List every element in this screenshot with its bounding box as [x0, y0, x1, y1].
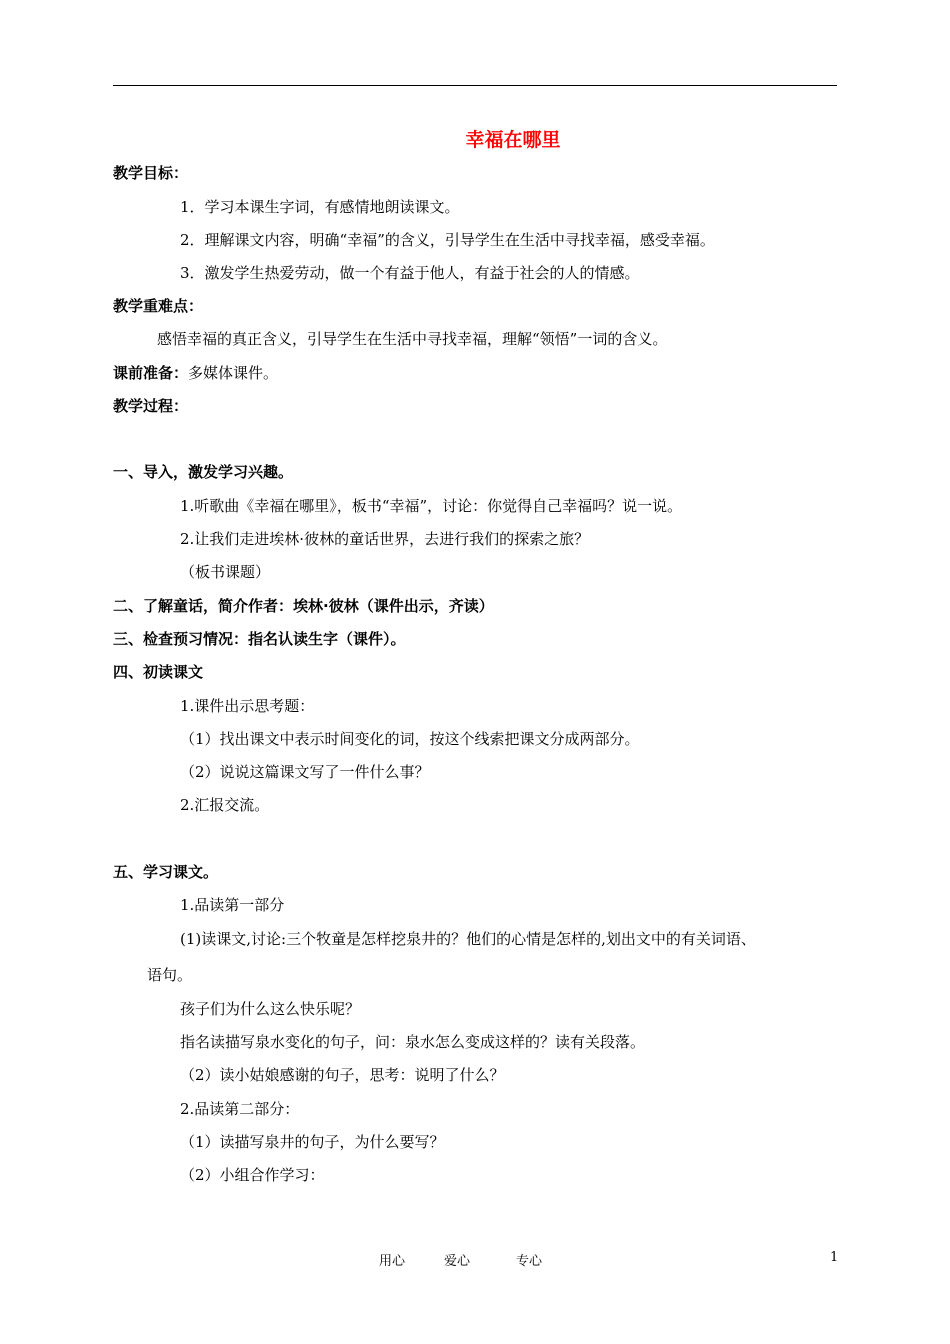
- list-item: (1)读课文,讨论:三个牧童是怎样挖泉井的？他们的心情是怎样的,划出文中的有关词语、: [180, 930, 756, 948]
- section-heading: 三、检查预习情况：指名认读生字（课件）。: [113, 630, 406, 648]
- objective-item: 3．激发学生热爱劳动，做一个有益于他人，有益于社会的人的情感。: [180, 264, 640, 282]
- prep-heading: 课前准备：: [113, 364, 189, 382]
- document-title: 幸福在哪里: [465, 129, 561, 151]
- objective-item: 2．理解课文内容，明确“幸福”的含义，引导学生在生活中寻找幸福，感受幸福。: [180, 231, 715, 249]
- list-item: （1）找出课文中表示时间变化的词，按这个线索把课文分成两部分。: [180, 730, 640, 748]
- footer-motto: 用心: [379, 1254, 406, 1269]
- keypoints-heading: 教学重难点：: [113, 297, 204, 315]
- keypoints-text: 感悟幸福的真正含义，引导学生在生活中寻找幸福，理解“领悟”一词的含义。: [157, 330, 668, 348]
- list-item: （2）小组合作学习：: [180, 1166, 325, 1184]
- list-item: 1.课件出示思考题：: [180, 697, 315, 715]
- page-number: 1: [830, 1250, 839, 1265]
- header-rule: [113, 85, 837, 86]
- list-item: 孩子们为什么这么快乐呢？: [180, 1000, 361, 1018]
- footer-motto: 专心: [516, 1254, 543, 1269]
- section-heading: 四、初读课文: [113, 663, 204, 681]
- section-heading: 二、了解童话，简介作者：埃林·彼林（课件出示，齐读）: [113, 597, 494, 615]
- list-item: （1）读描写泉井的句子，为什么要写？: [180, 1133, 445, 1151]
- list-item: 1.品读第一部分: [180, 896, 285, 914]
- objectives-heading: 教学目标：: [113, 164, 189, 182]
- prep-line: [113, 363, 278, 383]
- list-item: （2）说说这篇课文写了一件什么事？: [180, 763, 430, 781]
- list-item: 语句。: [147, 966, 193, 984]
- objective-item: 1．学习本课生字词，有感情地朗读课文。: [180, 198, 460, 216]
- list-item: 1.听歌曲《幸福在哪里》，板书“幸福”，讨论：你觉得自己幸福吗？说一说。: [180, 497, 683, 515]
- process-heading: 教学过程：: [113, 397, 189, 415]
- list-item: 2.汇报交流。: [180, 796, 270, 814]
- prep-text: 多媒体课件。: [188, 364, 279, 382]
- section-heading: 一、导入，激发学习兴趣。: [113, 463, 294, 481]
- footer-motto: 爱心: [444, 1254, 471, 1269]
- list-item: 2.品读第二部分：: [180, 1100, 300, 1118]
- list-item: 指名读描写泉水变化的句子，问：泉水怎么变成这样的？读有关段落。: [180, 1033, 646, 1051]
- list-item: （板书课题）: [180, 563, 271, 581]
- list-item: （2）读小姑娘感谢的句子，思考：说明了什么？: [180, 1066, 505, 1084]
- section-heading: 五、学习课文。: [113, 863, 219, 881]
- list-item: 2.让我们走进埃林·彼林的童话世界，去进行我们的探索之旅？: [180, 530, 590, 548]
